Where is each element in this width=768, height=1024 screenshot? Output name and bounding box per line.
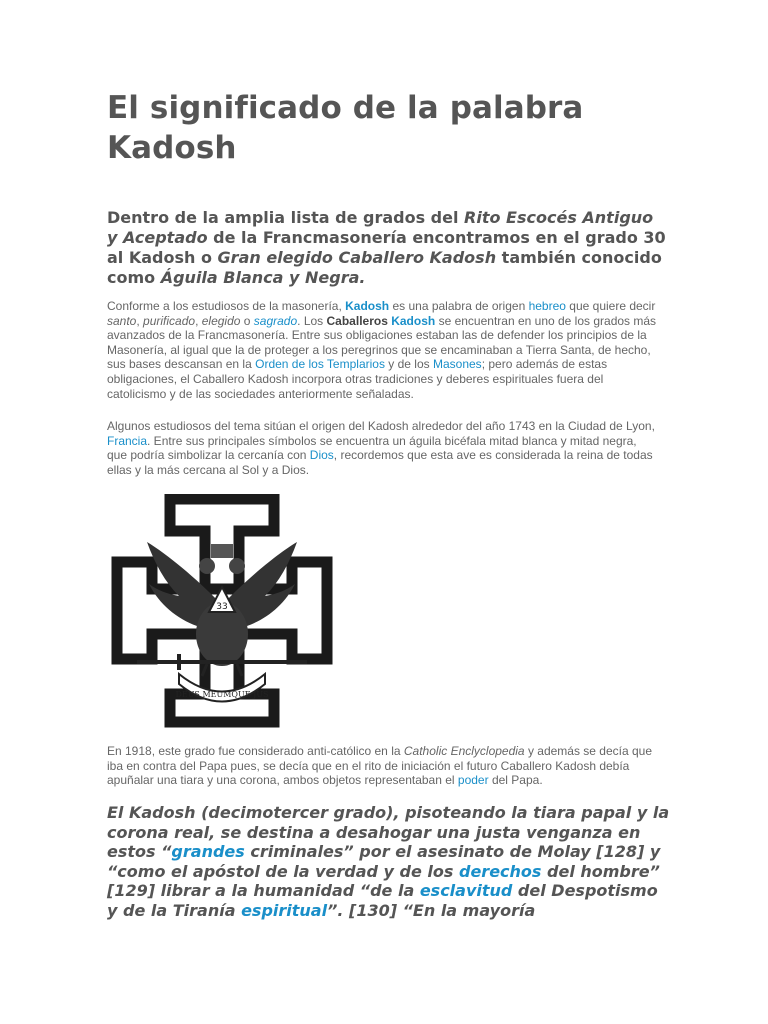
text: En 1918, este grado fue considerado anti-católico en la — [107, 744, 404, 758]
link-derechos[interactable]: derechos — [459, 861, 542, 881]
text: . Los — [297, 313, 327, 328]
text: ; pero además de estas obligaciones, el Caballero Kadosh incorpora otras tradiciones y deberes espirituales fuera del catolicismo y de las sociedades anteriormente señaladas. — [107, 357, 608, 401]
text: , recordemos que esta ave es considerada la reina de todas ellas y la más cercana al Sol y a Dios. — [107, 448, 653, 477]
text: Algunos estudiosos del tema sitúan el origen del Kadosh alrededor del año 1743 en la Ciudad de Lyon, — [107, 419, 655, 433]
italic-text: elegido — [201, 313, 241, 328]
paragraph-1918 — [107, 744, 657, 788]
text: que quiere decir — [565, 299, 656, 313]
text: El Kadosh (decimotercer grado), pisoteando la tiara papal y la corona real, se destina a desahogar una justa venganza en estos “ — [107, 803, 670, 862]
italic-text: santo — [107, 313, 137, 328]
paragraph-origin — [107, 299, 657, 401]
lead-text: Dentro de la amplia lista de grados del — [107, 208, 465, 227]
link-espiritual[interactable]: espiritual — [241, 900, 328, 920]
link-orden-templarios[interactable]: Orden de los Templarios — [255, 357, 385, 372]
text: y además se decía que iba en contra del Papa pues, se decía que en el rito de iniciación el futuro Caballero Kadosh debía apuñalar una tiara y una corona, ambos objetos representaban el — [107, 744, 653, 788]
text: , — [136, 313, 144, 328]
italic-text: purificado — [143, 313, 196, 328]
text: Conforme a los estudiosos de la masonería, — [107, 299, 346, 313]
lead-italic-caballero: Gran elegido Caballero Kadosh — [217, 248, 497, 267]
bold-text: Caballeros — [326, 313, 392, 328]
text: criminales” por el asesinato de Molay [128] y “como el apóstol de la verdad y de los — [107, 842, 661, 881]
quote-paragraph — [107, 803, 672, 921]
page-title: El significado de la palabra Kadosh — [107, 90, 584, 166]
lead-italic-aguila: Águila Blanca y Negra. — [160, 268, 366, 287]
kadosh-emblem-image — [107, 494, 337, 729]
link-francia[interactable]: Francia — [107, 433, 148, 448]
link-grandes[interactable]: grandes — [171, 842, 245, 862]
text: del Papa. — [488, 773, 543, 788]
link-kadosh-2[interactable]: Kadosh — [391, 313, 436, 328]
text: ”. [130] “En la mayoría — [327, 900, 536, 920]
paragraph-history — [107, 419, 657, 477]
link-sagrado[interactable]: sagrado — [253, 313, 298, 328]
link-hebreo[interactable]: hebreo — [528, 299, 566, 313]
link-poder[interactable]: poder — [457, 773, 489, 788]
text: y de los — [384, 357, 433, 372]
text: se encuentran en uno de los grados más avanzados de la Francmasonería. Entre sus obligaciones estaban las de defender los principios de la Masonería, al igual que la de proteger a los peregrinos que se encaminaban a Tierra Santa, de hecho, sus bases descansan en la — [107, 313, 657, 372]
lead-paragraph — [107, 208, 667, 288]
link-kadosh[interactable]: Kadosh — [345, 299, 390, 313]
text: es una palabra de origen — [389, 299, 529, 313]
link-masones[interactable]: Masones — [432, 357, 482, 372]
text: o — [240, 313, 254, 328]
link-esclavitud[interactable]: esclavitud — [419, 881, 513, 901]
text: del Despotismo y de la Tiranía — [107, 881, 658, 920]
link-dios[interactable]: Dios — [309, 448, 334, 463]
emblem-number: 33 — [216, 602, 228, 612]
lead-italic-rito: Rito Escocés Antiguo y Aceptado — [107, 208, 654, 247]
lead-text: de la Francmasonería encontramos en el grado 30 al Kadosh o — [107, 228, 666, 267]
text: del hombre” [129] librar a la humanidad “de la — [107, 861, 660, 901]
italic-text: Catholic Enclyclopedia — [403, 744, 525, 758]
emblem-motto: DEUS MEUMQUE JUS — [175, 690, 269, 699]
text: , — [195, 313, 202, 328]
lead-text: también conocido como — [107, 248, 662, 287]
text: . Entre sus principales símbolos se encuentra un águila bicéfala mitad blanca y mitad negra, que podría simbolizar la cercanía con — [107, 433, 637, 463]
